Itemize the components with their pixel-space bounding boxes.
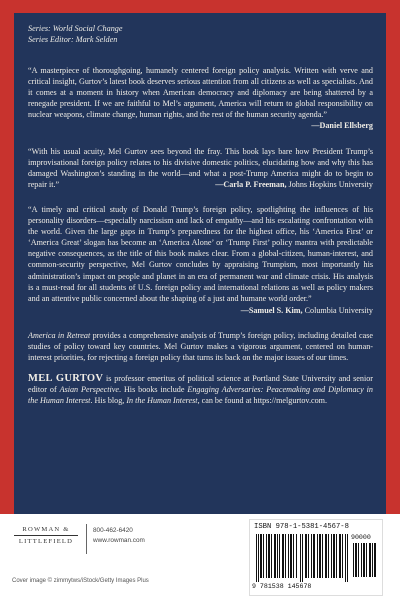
blurb-panel bbox=[14, 13, 386, 564]
endorsement-quote bbox=[28, 204, 373, 316]
quote-text: “A masterpiece of thoroughgoing, humanely centered foreign policy analysis. Written with verve and critical insight, Gurtov’s latest book deserves serious attention from all citizens as well as specialists. And it comes at a moment in history when American democracy and diplomacy are being shattered by a renegade president. If we are faithful to Mel’s argument, America will return to global responsibility on nuclear weapons, climate change, human rights, and the rest of the human security agenda.” bbox=[28, 66, 373, 120]
publisher-phone: 800-462-6420 bbox=[93, 527, 133, 534]
bio-text: , can be found at https://melgurtov.com. bbox=[197, 396, 328, 406]
publisher-website: www.rowman.com bbox=[93, 537, 145, 544]
price-code: 90000 bbox=[351, 534, 371, 541]
publisher-logo bbox=[12, 526, 80, 545]
endorser-name: —Daniel Ellsberg bbox=[311, 121, 373, 131]
barcode bbox=[249, 519, 383, 596]
journal-title: Asian Perspective bbox=[59, 385, 119, 395]
cover-image-credit: Cover image © zimmytws/iStock/Getty Images Plus bbox=[12, 578, 149, 584]
quote-text: “A timely and critical study of Donald Trump’s foreign policy, spotlighting the influences of his personality disorders—especially narcissism and lack of empathy—and his escalating confrontation with the world. Given the large gaps in Trump’s preparedness for the highest office, his ‘America First’ or ‘America Great’ slogan has become an ‘America Alone’ or ‘Trump First’ policy mantra with predictable negative consequences, as the title of this book makes clear. From a global-citizen, human-interest, and common-security perspective, Mel Gurtov concludes by appraising Trumpism, most importantly his administration’s impact on people and planet in an era of permanent war and climate crisis. His analysis is a must-read for all students of U.S. foreign policy and international relations as well as policy makers and an attentive public concerned about the shaping of a just and humane world order.” bbox=[28, 204, 373, 303]
bio-text: is professor emeritus of political science at Portland State University and senior editor of bbox=[28, 374, 373, 395]
bio-text: . His blog, bbox=[90, 396, 127, 406]
publisher-contact bbox=[93, 526, 145, 546]
logo-line-1: ROWMAN & bbox=[22, 526, 70, 533]
book-description bbox=[28, 330, 373, 363]
description-text: provides a comprehensive analysis of Trump’s foreign policy, including detailed case studies of policy toward key countries. Mel Gurtov makes a vigorous argument, centered on human-interest priorities, for rejecting a foreign policy that turns its back on the major issues of our times. bbox=[28, 330, 373, 363]
isbn-number: ISBN 978-1-5381-4567-8 bbox=[254, 523, 349, 531]
publisher-footer bbox=[0, 514, 400, 600]
author-name: MEL GURTOV bbox=[28, 373, 104, 385]
blurb-text bbox=[28, 65, 373, 406]
logo-divider bbox=[14, 535, 78, 536]
book-reference-title: Engaging Adversaries: Peacemaking and Diplomacy in the Human Interest bbox=[28, 385, 373, 406]
barcode-digits: 9 781538 145678 bbox=[252, 583, 312, 590]
quote-text: “With his usual acuity, Mel Gurtov sees beyond the fray. This book lays bare how President Trump’s improvisational foreign policy relates to his divisive domestic politics, elucidating how and why this has damaged Washington’s standing in the world—and what a post-Trump America might do to begin to repair it.” bbox=[28, 146, 373, 189]
price-barcode-bars bbox=[353, 543, 377, 577]
quote-attribution bbox=[28, 305, 373, 316]
endorser-affiliation: Columbia University bbox=[302, 305, 373, 315]
quote-attribution bbox=[311, 120, 373, 131]
blog-title: In the Human Interest bbox=[126, 396, 198, 406]
series-editor: Series Editor: Mark Selden bbox=[28, 35, 118, 44]
endorsement-quote bbox=[28, 65, 373, 132]
quote-attribution bbox=[215, 179, 373, 190]
endorser-name: —Samuel S. Kim, bbox=[240, 305, 303, 315]
endorser-name: —Carla P. Freeman, bbox=[215, 179, 287, 189]
endorser-affiliation: Johns Hopkins University bbox=[286, 179, 373, 189]
book-title: America in Retreat bbox=[28, 330, 91, 340]
endorsement-quote bbox=[28, 146, 373, 190]
series-info bbox=[28, 23, 123, 45]
author-bio bbox=[28, 373, 373, 406]
series-name: Series: World Social Change bbox=[28, 24, 123, 33]
logo-line-2: LITTLEFIELD bbox=[18, 538, 74, 545]
footer-divider bbox=[86, 524, 87, 554]
bio-text: . His books include bbox=[118, 385, 188, 395]
isbn-barcode-bars bbox=[256, 534, 348, 582]
